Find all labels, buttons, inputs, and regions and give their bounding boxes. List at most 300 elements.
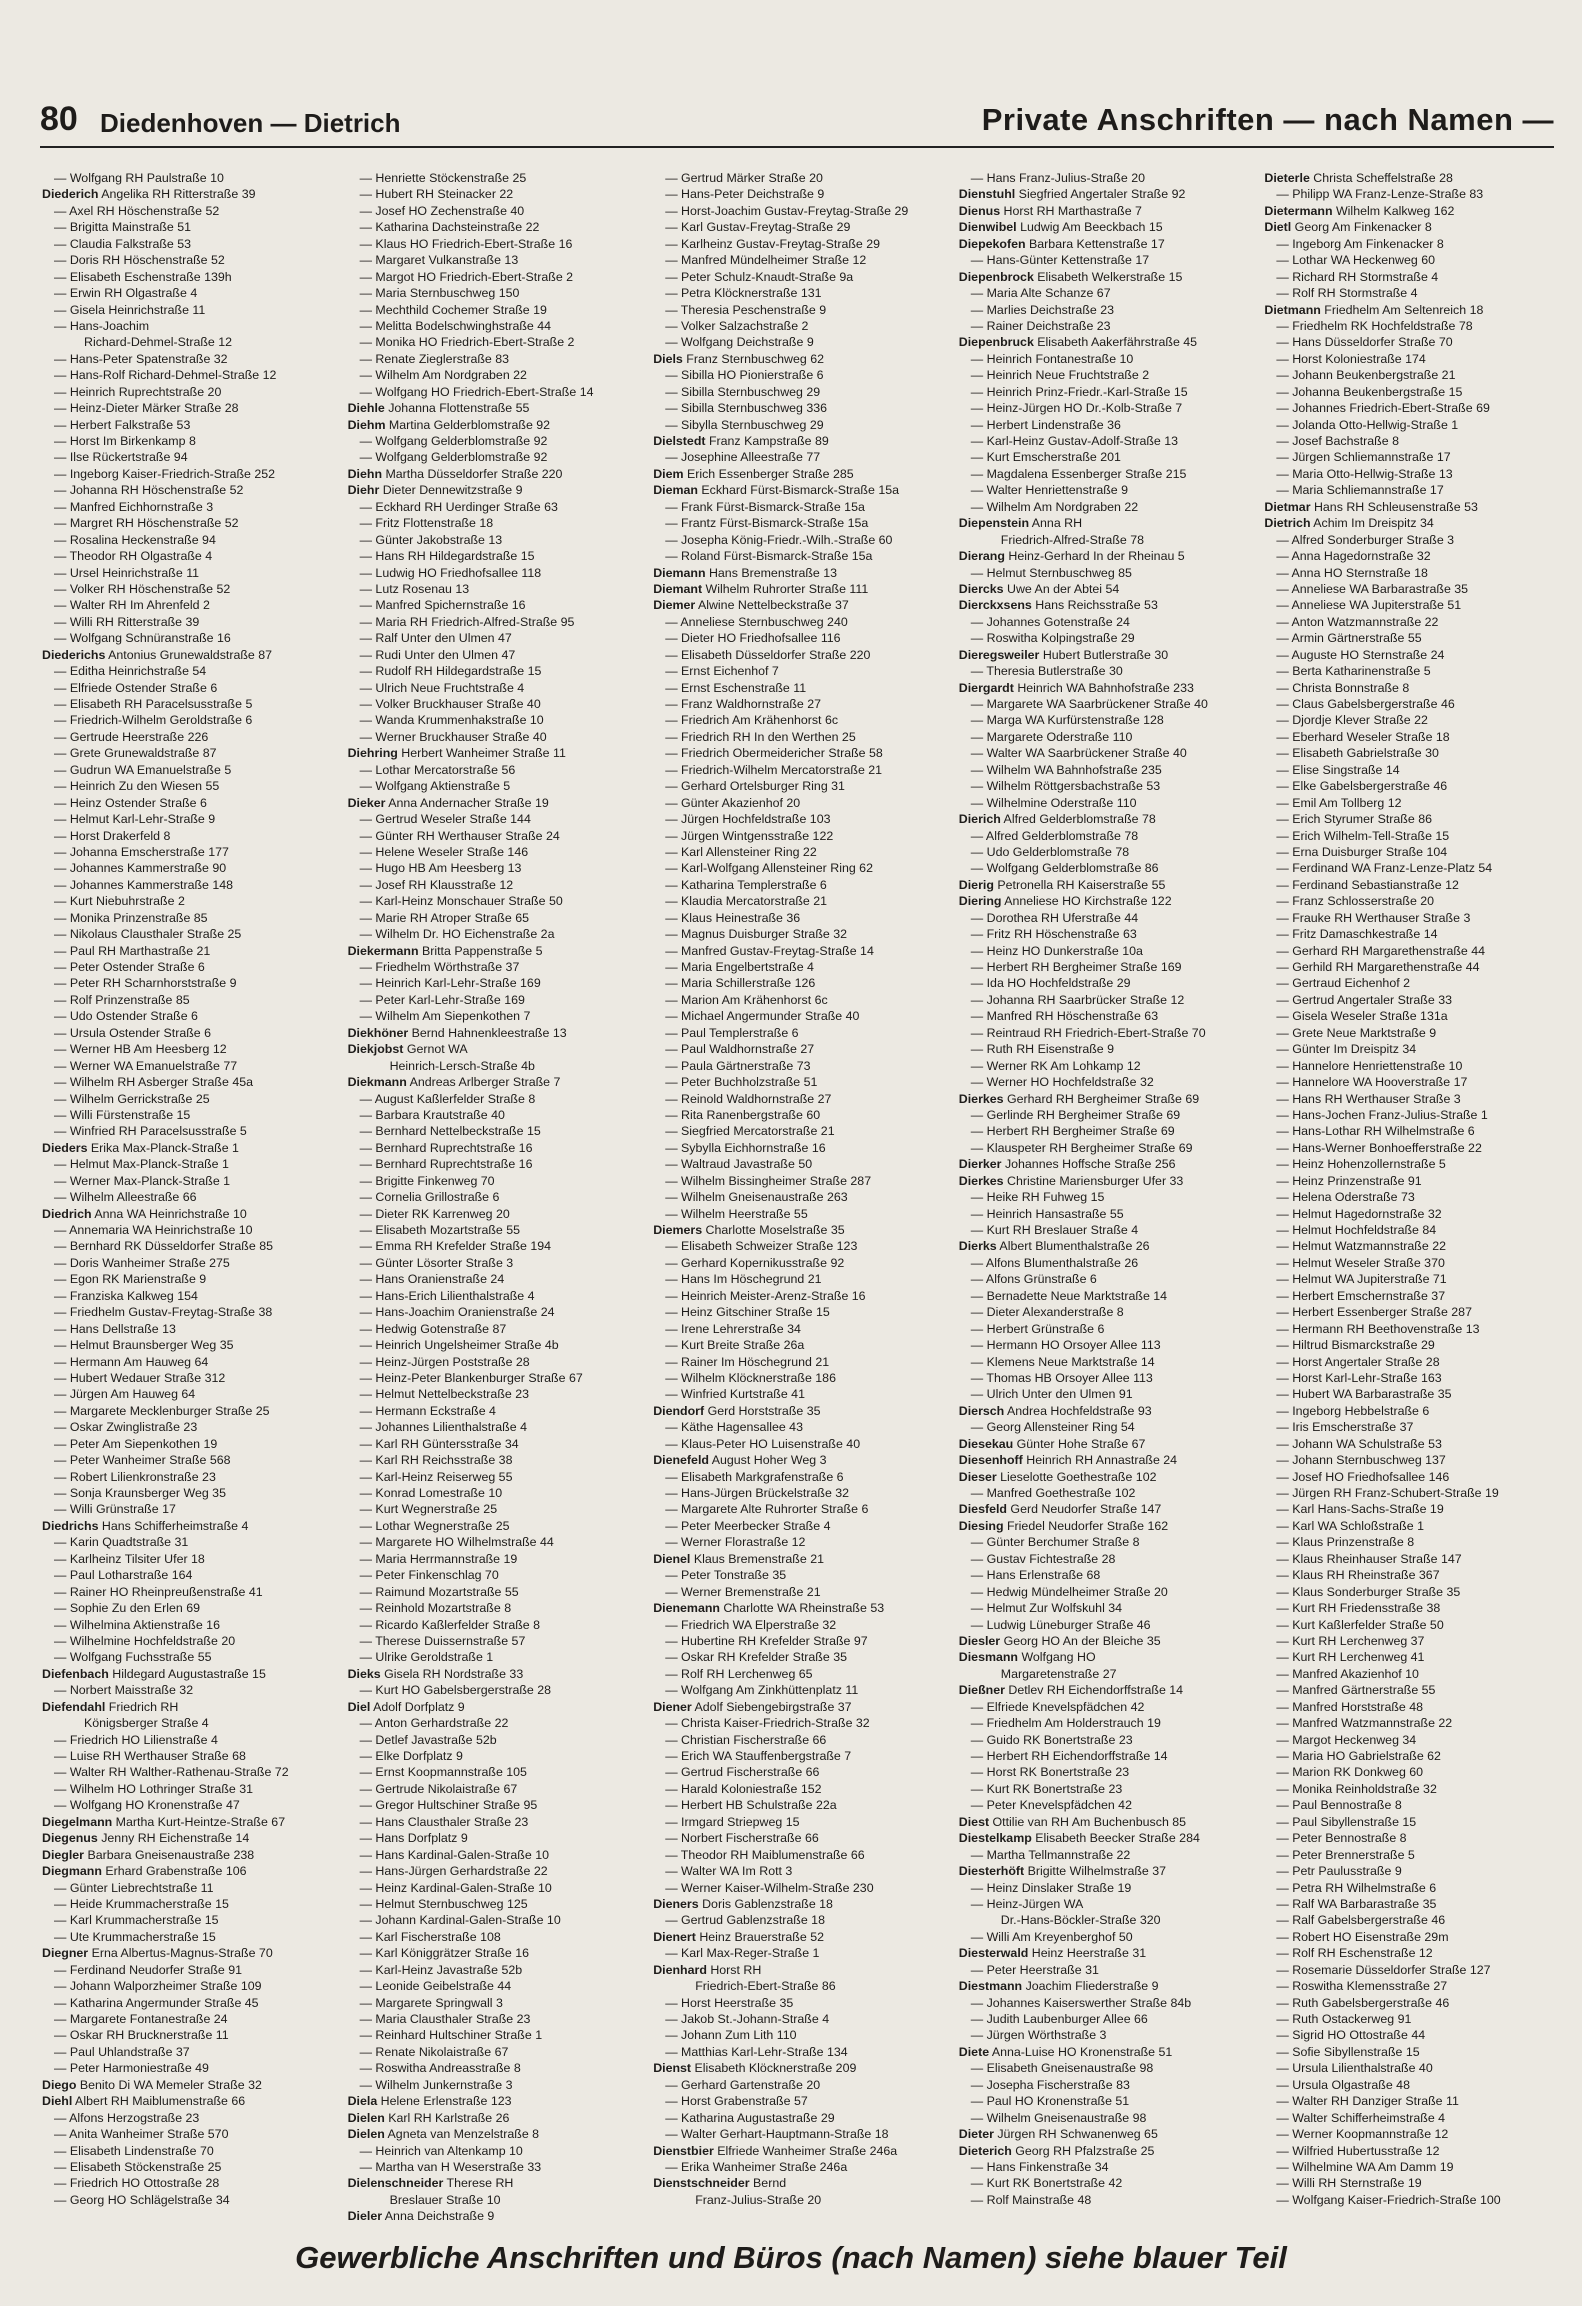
directory-entry: — Ursula Olgastraße 48 (1276, 2077, 1410, 2092)
directory-entry: Dieterle Christa Scheffelstraße 28 (1264, 171, 1453, 185)
directory-entry: — Waltraud Javastraße 50 (665, 1157, 813, 1172)
directory-entry: — Dieter HO Friedhofsallee 116 (665, 631, 841, 646)
directory-entry: — Ricardo Kaßlerfelder Straße 8 (359, 1617, 541, 1632)
directory-entry: Dr.-Hans-Böckler-Straße 320 (1000, 1913, 1161, 1928)
surname: Dienefeld (653, 1453, 709, 1468)
directory-entry: — Heinrich Karl-Lehr-Straße 169 (359, 976, 541, 991)
directory-entry: Diemant Wilhelm Ruhrorter Straße 111 (653, 581, 869, 596)
directory-entry: Diem Erich Essenberger Straße 285 (653, 466, 854, 481)
directory-entry: — Hans Dellstraße 13 (54, 1321, 176, 1336)
directory-entry: — Johanna Emscherstraße 177 (54, 844, 229, 859)
surname: Diegelmann (42, 1814, 113, 1829)
directory-entry: — Hans-Jürgen Gerhardstraße 22 (359, 1864, 548, 1879)
directory-entry: — Johanna Beukenbergstraße 15 (1276, 384, 1463, 399)
directory-entry: — Ursula Lilienthalstraße 40 (1276, 2061, 1433, 2076)
surname: Dierkes (958, 1091, 1004, 1106)
directory-entry: — Klaudia Mercatorstraße 21 (665, 894, 828, 909)
directory-entry: Diesterhöft Brigitte Wilhelmstraße 37 (958, 1864, 1167, 1879)
directory-entry: — Friedhelm Wörthstraße 37 (359, 960, 520, 974)
directory-entry: — Kurt HO Gabelsbergerstraße 28 (359, 1683, 552, 1698)
directory-entry: — Elisabeth Schweizer Straße 123 (665, 1239, 858, 1254)
directory-entry: Dienert Heinz Brauerstraße 52 (653, 1929, 824, 1944)
directory-entry: — Wanda Krummenhakstraße 10 (359, 713, 544, 728)
directory-entry: — Fritz Flottenstraße 18 (359, 516, 494, 531)
directory-entry: — Helene Weseler Straße 146 (359, 844, 529, 859)
directory-entry: — Hubertine RH Krefelder Straße 97 (665, 1633, 868, 1648)
directory-entry: — Lothar WA Heckenweg 60 (1276, 253, 1436, 268)
directory-entry: — Günter Akazienhof 20 (665, 795, 801, 810)
directory-entry: — Jakob St.-Johann-Straße 4 (665, 2012, 830, 2026)
directory-entry: — Hans-Rolf Richard-Dehmel-Straße 12 (54, 368, 277, 383)
directory-column-5 (1264, 170, 1562, 2207)
directory-entry: — Hans Kardinal-Galen-Straße 10 (359, 1847, 549, 1862)
directory-entry: — Peter Meerbecker Straße 4 (665, 1518, 831, 1533)
directory-entry: — Mechthild Cochemer Straße 19 (359, 302, 547, 317)
directory-entry: — Kurt Breite Straße 26a (665, 1338, 805, 1353)
directory-entry: — Maria Clausthaler Straße 23 (359, 2012, 531, 2026)
directory-entry: — Helmut Nettelbeckstraße 23 (359, 1387, 529, 1402)
directory-entry: Dieners Doris Gablenzstraße 18 (653, 1896, 833, 1911)
directory-column-3 (653, 170, 951, 2207)
directory-entry: Dienstschneider Bernd (653, 2176, 787, 2191)
surname: Dieners (653, 1896, 699, 1911)
directory-entry: — Udo Ostender Straße 6 (54, 1009, 198, 1024)
directory-entry: — Petra Klöcknerstraße 131 (665, 286, 822, 301)
directory-entry: — Karl RH Güntersstraße 34 (359, 1436, 519, 1451)
surname: Dienstuhl (958, 187, 1016, 202)
directory-entry: — Friedhelm Am Holderstrauch 19 (970, 1716, 1161, 1731)
directory-entry: — Monika Prinzenstraße 85 (54, 910, 208, 925)
directory-entry: Dienemann Charlotte WA Rheinstraße 53 (653, 1601, 885, 1616)
surname: Diering (958, 894, 1002, 909)
directory-entry: — Wolfgang Deichstraße 9 (665, 335, 814, 350)
directory-entry: Diesmann Wolfgang HO (958, 1650, 1096, 1665)
directory-entry: — Renate Zieglerstraße 83 (359, 351, 510, 366)
directory-entry: — Konrad Lomestraße 10 (359, 1486, 503, 1500)
directory-entry: — Hans-Jürgen Brückelstraße 32 (665, 1486, 850, 1500)
directory-entry: — Manfred Horststraße 48 (1276, 1699, 1424, 1714)
directory-entry: — Heinz-Jürgen Poststraße 28 (359, 1354, 530, 1369)
surname: Diehm (347, 417, 386, 432)
directory-entry: — Paul HO Kronenstraße 51 (970, 2094, 1130, 2109)
directory-entry: — Hedwig Mündelheimer Straße 20 (970, 1584, 1168, 1599)
directory-entry: — Volker Salzachstraße 2 (665, 318, 809, 333)
directory-entry: — Hermann Am Hauweg 64 (54, 1354, 209, 1369)
directory-entry: — Hans-Peter Spatenstraße 32 (54, 351, 228, 366)
surname: Diesekau (958, 1436, 1014, 1451)
name-range-title: Diedenhoven — Dietrich (100, 108, 401, 138)
directory-entry: — Gerhard Ortelsburger Ring 31 (665, 779, 845, 794)
directory-entry: Dietrich Achim Im Dreispitz 34 (1264, 516, 1434, 531)
directory-entry: — Wilhelm RH Asberger Straße 45a (54, 1075, 254, 1090)
directory-entry: — Erika Wanheimer Straße 246a (665, 2159, 848, 2174)
directory-entry: — Horst Koloniestraße 174 (1276, 351, 1426, 366)
directory-entry: Diel Adolf Dorfplatz 9 (347, 1699, 465, 1714)
directory-entry: — Herbert HB Schulstraße 22a (665, 1798, 837, 1813)
directory-entry: — Doris RH Höschenstraße 52 (54, 253, 225, 268)
directory-entry: — Ursel Heinrichstraße 11 (54, 565, 200, 580)
directory-entry: — Sigrid HO Ottostraße 44 (1276, 2028, 1426, 2043)
directory-entry: — Reinold Waldhornstraße 27 (665, 1091, 832, 1106)
directory-entry: — Horst RK Bonertstraße 23 (970, 1765, 1130, 1780)
directory-entry: — Werner Bruckhauser Straße 40 (359, 729, 547, 744)
directory-entry: — Gisela Weseler Straße 131a (1276, 1009, 1448, 1024)
directory-entry: — Bernhard Ruprechtstraße 16 (359, 1140, 533, 1155)
directory-entry: — Karl-Heinz Monschauer Straße 50 (359, 894, 563, 909)
directory-entry: — Karl Hans-Sachs-Straße 19 (1276, 1502, 1444, 1517)
directory-entry: Dienstbier Elfriede Wanheimer Straße 246a (653, 2143, 898, 2158)
directory-entry: — Elisabeth Stöckenstraße 25 (54, 2159, 222, 2174)
directory-entry: Dierich Alfred Gelderblomstraße 78 (958, 812, 1156, 827)
surname: Diergardt (958, 680, 1014, 695)
directory-entry: — Manfred Gustav-Freytag-Straße 14 (665, 943, 874, 958)
directory-entry: — Marion Am Krähenhorst 6c (665, 992, 828, 1007)
directory-entry: — Walter Schifferheimstraße 4 (1276, 2110, 1446, 2125)
surname: Diete (958, 2044, 990, 2059)
directory-entry: — Petra RH Wilhelmstraße 6 (1276, 1880, 1437, 1895)
directory-entry: — Heinz HO Dunkerstraße 10a (970, 943, 1143, 958)
directory-entry: — Ralf WA Barbarastraße 35 (1276, 1896, 1437, 1911)
directory-entry: — Herbert RH Bergheimer Straße 69 (970, 1124, 1175, 1139)
directory-entry: — Claus Gabelsbergerstraße 46 (1276, 697, 1455, 711)
surname: Diesenhoff (958, 1453, 1023, 1468)
surname: Diefendahl (42, 1699, 106, 1714)
directory-entry: — Werner HB Am Heesberg 12 (54, 1042, 227, 1057)
directory-entry: — Richard RH Stormstraße 4 (1276, 269, 1439, 284)
directory-entry: — Heinz-Peter Blankenburger Straße 67 (359, 1370, 583, 1385)
directory-entry: — Luise RH Werthauser Straße 68 (54, 1749, 246, 1763)
directory-entry: — Katharina Templerstraße 6 (665, 877, 827, 892)
directory-entry: Diepenbruck Elisabeth Aakerfährstraße 45 (958, 335, 1198, 350)
directory-entry: — Georg Allensteiner Ring 54 (970, 1420, 1135, 1435)
directory-entry: — Sonja Kraunsberger Weg 35 (54, 1486, 226, 1500)
directory-entry: Diefendahl Friedrich RH (42, 1699, 179, 1714)
directory-entry: Dielenschneider Therese RH (347, 2176, 514, 2191)
surname: Diener (653, 1699, 692, 1714)
directory-entry: — Kurt RH Friedensstraße 38 (1276, 1601, 1441, 1616)
directory-entry: — Elisabeth Lindenstraße 70 (54, 2143, 214, 2158)
directory-entry: — Maria Schillerstraße 126 (665, 976, 816, 991)
directory-entry: Diesfeld Gerd Neudorfer Straße 147 (958, 1502, 1162, 1517)
directory-entry: — Maria Otto-Hellwig-Straße 13 (1276, 466, 1453, 481)
directory-entry: — Karlheinz Tilsiter Ufer 18 (54, 1551, 205, 1566)
surname: Diedrichs (42, 1518, 99, 1533)
directory-entry: — Ilse Rückertstraße 94 (54, 450, 188, 465)
directory-entry: — Kurt RK Bonertstraße 23 (970, 1781, 1123, 1796)
directory-entry: — Helmut Karl-Lehr-Straße 9 (54, 812, 216, 827)
directory-entry: — Wilfried Hubertusstraße 12 (1276, 2143, 1440, 2158)
directory-entry: — Hans RH Werthauser Straße 3 (1276, 1091, 1461, 1106)
surname: Dieser (958, 1469, 997, 1484)
directory-entry: — Reintraud RH Friedrich-Ebert-Straße 70 (970, 1025, 1206, 1040)
directory-entry: — Georg HO Schlägelstraße 34 (54, 2192, 230, 2207)
directory-entry: — Harald Koloniestraße 152 (665, 1781, 822, 1796)
directory-entry: — Wolfgang RH Paulstraße 10 (54, 171, 224, 185)
directory-entry: — Erich WA Stauffenbergstraße 7 (665, 1749, 852, 1763)
directory-entry: — Wilhelm Gneisenaustraße 263 (665, 1190, 848, 1205)
directory-entry: — Peter Schulz-Knaudt-Straße 9a (665, 269, 854, 284)
directory-entry: — Heinrich van Altenkamp 10 (359, 2143, 523, 2158)
directory-entry: — Peter Harmoniestraße 49 (54, 2061, 209, 2076)
directory-entry: Diegelmann Martha Kurt-Heintze-Straße 67 (42, 1814, 286, 1829)
directory-entry: — Willi RH Sternstraße 19 (1276, 2176, 1422, 2191)
surname: Dienwibel (958, 220, 1017, 235)
surname: Diederich (42, 187, 99, 202)
directory-entry: — Gertrud Märker Straße 20 (665, 171, 823, 185)
directory-entry: Diegner Erna Albertus-Magnus-Straße 70 (42, 1946, 273, 1961)
directory-entry: — Wolfgang HO Kronenstraße 47 (54, 1798, 240, 1813)
directory-entry: — Ingeborg Kaiser-Friedrich-Straße 252 (54, 466, 276, 481)
directory-entry: — Heinrich Meister-Arenz-Straße 16 (665, 1288, 866, 1303)
directory-entry: Diels Franz Sternbuschweg 62 (653, 351, 825, 366)
directory-entry: — Wilhelm Gneisenaustraße 98 (970, 2110, 1147, 2125)
directory-entry: Diesler Georg HO An der Bleiche 35 (958, 1633, 1161, 1648)
directory-entry: — Ulrike Geroldstraße 1 (359, 1650, 494, 1665)
directory-entry: Diehle Johanna Flottenstraße 55 (347, 401, 530, 416)
surname: Dierig (958, 877, 994, 892)
directory-entry: — Hubert Wedauer Straße 312 (54, 1370, 226, 1385)
directory-entry: Dieman Eckhard Fürst-Bismarck-Straße 15a (653, 483, 900, 498)
directory-entry: — Anna Hagedornstraße 32 (1276, 549, 1431, 564)
directory-entry: — Raimund Mozartstraße 55 (359, 1584, 519, 1599)
directory-entry: — Jürgen Hochfeldstraße 103 (665, 812, 831, 827)
directory-entry: — Emil Am Tollberg 12 (1276, 795, 1402, 810)
directory-entry: — Sibilla Sternbuschweg 336 (665, 401, 828, 416)
directory-entry: — Helmut Sternbuschweg 125 (359, 1896, 528, 1911)
directory-entry: — Anton Watzmannstraße 22 (1276, 614, 1439, 629)
directory-entry: — Ulrich Neue Fruchtstraße 4 (359, 680, 525, 695)
directory-entry: — Christa Bonnstraße 8 (1276, 680, 1410, 695)
directory-entry: — Helmut Hochfeldstraße 84 (1276, 1223, 1437, 1237)
directory-entry: — Walter RH Danziger Straße 11 (1276, 2094, 1459, 2109)
directory-entry: — Wilhelm Junkernstraße 3 (359, 2077, 513, 2092)
directory-entry: Dieker Anna Andernacher Straße 19 (347, 795, 549, 810)
directory-entry: — Sophie Zu den Erlen 69 (54, 1601, 201, 1616)
directory-entry: — Herbert Emschernstraße 37 (1276, 1288, 1446, 1303)
directory-column-2 (347, 170, 646, 2224)
directory-entry: — Johannes Friedrich-Ebert-Straße 69 (1276, 401, 1490, 416)
surname: Dietmar (1264, 499, 1311, 514)
directory-entry: — Paul Templerstraße 6 (665, 1025, 799, 1040)
directory-entry: Breslauer Straße 10 (389, 2192, 501, 2207)
directory-entry: — Cornelia Grillostraße 6 (359, 1190, 500, 1205)
directory-entry: — Theresia Butlerstraße 30 (970, 664, 1123, 679)
directory-entry: — Grete Neue Marktstraße 9 (1276, 1025, 1437, 1040)
directory-entry: — Manfred Gärtnerstraße 55 (1276, 1683, 1436, 1698)
surname: Diehl (42, 2094, 73, 2109)
directory-entry: Diegler Barbara Gneisenaustraße 238 (42, 1847, 255, 1862)
directory-entry: — Josepha König-Friedr.-Wilh.-Straße 60 (665, 532, 893, 547)
surname: Diestelkamp (958, 1831, 1032, 1846)
surname: Diefenbach (42, 1666, 109, 1681)
directory-entry: — Helmut Braunsberger Weg 35 (54, 1338, 234, 1353)
directory-entry: — Fritz RH Höschenstraße 63 (970, 927, 1137, 942)
directory-entry: — Franz Schlosserstraße 20 (1276, 894, 1435, 909)
directory-entry: Diemer Alwine Nettelbeckstraße 37 (653, 598, 849, 613)
directory-entry: — Karl Fischerstraße 108 (359, 1929, 501, 1944)
directory-entry: Dierckxsens Hans Reichsstraße 53 (958, 598, 1158, 613)
directory-entry: — Petr Paulusstraße 9 (1276, 1864, 1402, 1879)
directory-entry: Diegenus Jenny RH Eichenstraße 14 (42, 1831, 250, 1846)
directory-entry: — Johannes Kammerstraße 148 (54, 877, 234, 892)
directory-entry: — Jürgen Wintgensstraße 122 (665, 828, 834, 843)
directory-entry: — Heide Krummacherstraße 15 (54, 1896, 229, 1911)
directory-entry: — Rosalina Heckenstraße 94 (54, 532, 216, 547)
directory-entry: — Werner Bremenstraße 21 (665, 1584, 821, 1599)
directory-entry: — Johann Sternbuschweg 137 (1276, 1453, 1446, 1468)
directory-entry: — Margaret Vulkanstraße 13 (359, 253, 519, 268)
surname: Dieler (347, 2209, 383, 2224)
surname: Dierich (958, 812, 1001, 827)
directory-entry: — Peter Am Siepenkothen 19 (54, 1436, 218, 1451)
directory-entry: — Barbara Krautstraße 40 (359, 1107, 505, 1122)
directory-entry: — Wilhelm Alleestraße 66 (54, 1190, 197, 1205)
directory-entry: — Sybylla Eichhornstraße 16 (665, 1140, 826, 1155)
directory-entry: — Rolf RH Eschenstraße 12 (1276, 1946, 1433, 1961)
directory-entry: — Johann Zum Lith 110 (665, 2028, 797, 2043)
surname: Diehr (347, 483, 380, 498)
directory-entry: — Helmut Zur Wolfskuhl 34 (970, 1601, 1123, 1616)
directory-entry: — Wilhelm Am Nordgraben 22 (359, 368, 527, 383)
directory-entry: — Horst Heerstraße 35 (665, 1995, 794, 2010)
directory-entry: Diemann Hans Bremenstraße 13 (653, 565, 838, 580)
directory-entry: — Hans Im Höschegrund 21 (665, 1272, 822, 1287)
directory-entry: — Josef RH Klausstraße 12 (359, 877, 514, 892)
directory-entry: — Maria RH Friedrich-Alfred-Straße 95 (359, 614, 575, 629)
directory-entry: Diefenbach Hildegard Augustastraße 15 (42, 1666, 266, 1681)
directory-entry: — Ferdinand Sebastianstraße 12 (1276, 877, 1459, 892)
directory-entry: — Theresia Peschenstraße 9 (665, 302, 827, 317)
directory-entry: — Eberhard Weseler Straße 18 (1276, 729, 1450, 744)
directory-entry: — Ruth RH Eisenstraße 9 (970, 1042, 1115, 1057)
directory-entry: — Volker Bruckhauser Straße 40 (359, 697, 541, 711)
directory-entry: — Hans-Werner Bonhoefferstraße 22 (1276, 1140, 1482, 1155)
directory-entry: — Anita Wanheimer Straße 570 (54, 2127, 229, 2142)
directory-columns (42, 170, 1562, 2224)
directory-entry: — Ernst Koopmannstraße 105 (359, 1765, 527, 1780)
directory-entry: — Matthias Karl-Lehr-Straße 134 (665, 2044, 848, 2059)
directory-entry: — Norbert Fischerstraße 66 (665, 1831, 819, 1846)
directory-entry: — Magdalena Essenberger Straße 215 (970, 466, 1187, 481)
directory-entry: — Herbert RH Eichendorffstraße 14 (970, 1749, 1168, 1763)
directory-entry: — Sofie Sibyllenstraße 15 (1276, 2044, 1420, 2059)
directory-entry: Dienus Horst RH Marthastraße 7 (958, 203, 1142, 218)
directory-entry: — Heinz Kardinal-Galen-Straße 10 (359, 1880, 552, 1895)
surname: Diemann (653, 565, 706, 580)
directory-entry: — Wilhelmine Oderstraße 110 (970, 795, 1137, 810)
directory-entry: — Johannes Kammerstraße 90 (54, 861, 227, 876)
directory-entry: Diestelkamp Elisabeth Beecker Straße 284 (958, 1831, 1200, 1846)
directory-entry: Diergardt Heinrich WA Bahnhofstraße 233 (958, 680, 1194, 695)
directory-entry: — Iris Emscherstraße 37 (1276, 1420, 1414, 1435)
surname: Diegler (42, 1847, 85, 1862)
directory-entry: Diederich Angelika RH Ritterstraße 39 (42, 187, 256, 202)
directory-entry: — Erwin RH Olgastraße 4 (54, 286, 198, 301)
directory-entry: — Elisabeth Eschenstraße 139h (54, 269, 232, 284)
directory-entry: — Karl Gustav-Freytag-Straße 29 (665, 220, 851, 235)
directory-entry: Diela Helene Erlenstraße 123 (347, 2094, 512, 2109)
directory-entry: — Elisabeth RH Paracelsusstraße 5 (54, 697, 253, 711)
directory-entry: — Erich Styrumer Straße 86 (1276, 812, 1432, 827)
directory-entry: — Heinrich Zu den Wiesen 55 (54, 779, 220, 794)
directory-entry: — Siegfried Mercatorstraße 21 (665, 1124, 835, 1139)
surname: Diesterwald (958, 1946, 1029, 1961)
directory-entry: — Elke Dorfplatz 9 (359, 1749, 463, 1763)
directory-entry: Friedrich-Ebert-Straße 86 (695, 1979, 836, 1994)
directory-entry: — Peter Ostender Straße 6 (54, 960, 205, 974)
directory-entry: Dienel Klaus Bremenstraße 21 (653, 1551, 824, 1566)
directory-entry: — Maria Herrmannstraße 19 (359, 1551, 518, 1566)
surname: Diela (347, 2094, 378, 2109)
directory-entry: — Wolfgang HO Friedrich-Ebert-Straße 14 (359, 384, 594, 399)
directory-entry: — Rudi Unter den Ulmen 47 (359, 647, 516, 662)
directory-entry: Diekhöner Bernd Hahnenkleestraße 13 (347, 1025, 567, 1040)
surname: Diehle (347, 401, 385, 416)
directory-entry: — Paul Sibyllenstraße 15 (1276, 1814, 1417, 1829)
directory-entry: Dieterich Georg RH Pfalzstraße 25 (958, 2143, 1155, 2158)
directory-entry: — Paula Gärtnerstraße 73 (665, 1058, 811, 1073)
directory-entry: — Manfred Eichhornstraße 3 (54, 499, 214, 514)
directory-entry: — Claudia Falkstraße 53 (54, 236, 192, 251)
section-title: Private Anschriften — nach Namen — (981, 102, 1554, 137)
directory-entry: — Herbert Essenberger Straße 287 (1276, 1305, 1472, 1320)
directory-entry: Diener Adolf Siebengebirgstraße 37 (653, 1699, 852, 1714)
directory-entry: Dierker Johannes Hoffsche Straße 256 (958, 1157, 1176, 1172)
surname: Diekermann (347, 943, 419, 958)
directory-entry: — Paul Waldhornstraße 27 (665, 1042, 815, 1057)
directory-entry: — Gertrud Fischerstraße 66 (665, 1765, 820, 1780)
directory-entry: — Anneliese WA Barbarastraße 35 (1276, 581, 1469, 596)
directory-entry: — Martha Tellmannstraße 22 (970, 1847, 1131, 1862)
directory-entry: — Wilhelm Bissingheimer Straße 287 (665, 1173, 872, 1188)
surname: Dierckxsens (958, 598, 1032, 613)
directory-entry: — Irmgard Striepweg 15 (665, 1814, 800, 1829)
directory-entry: — Franziska Kalkweg 154 (54, 1288, 198, 1303)
directory-entry: — Willi Fürstenstraße 15 (54, 1107, 191, 1122)
directory-entry: — Franz Waldhornstraße 27 (665, 697, 822, 711)
directory-entry: — Reinhold Mozartstraße 8 (359, 1601, 512, 1616)
directory-entry: Diedrich Anna WA Heinrichstraße 10 (42, 1206, 247, 1221)
surname: Diepenbrock (958, 269, 1034, 284)
directory-entry: — Paul Uhlandstraße 37 (54, 2044, 190, 2059)
directory-entry: — Doris Wanheimer Straße 275 (54, 1255, 230, 1270)
directory-entry: — Alfred Sonderburger Straße 3 (1276, 532, 1455, 547)
directory-entry: Diestmann Joachim Fliederstraße 9 (958, 1979, 1159, 1994)
directory-entry: Diegmann Erhard Grabenstraße 106 (42, 1864, 247, 1879)
directory-entry: — Philipp WA Franz-Lenze-Straße 83 (1276, 187, 1484, 202)
directory-entry: Dierkes Christine Mariensburger Ufer 33 (958, 1173, 1184, 1188)
directory-entry: — Walter RH Im Ahrenfeld 2 (54, 598, 210, 613)
directory-entry: — Elisabeth Gneisenaustraße 98 (970, 2061, 1154, 2076)
directory-entry: — Werner Koopmannstraße 12 (1276, 2127, 1449, 2142)
directory-entry: — Wilhelm Heerstraße 55 (665, 1206, 808, 1221)
directory-entry: — Emma RH Krefelder Straße 194 (359, 1239, 552, 1254)
directory-entry: — Ralf Unter den Ulmen 47 (359, 631, 512, 646)
directory-entry: — Rita Ranenbergstraße 60 (665, 1107, 821, 1122)
surname: Diel (347, 1699, 371, 1714)
directory-entry: — Kurt Niebuhrstraße 2 (54, 894, 185, 909)
directory-entry: — Henriette Stöckenstraße 25 (359, 171, 527, 185)
directory-entry: — Hermann HO Orsoyer Allee 113 (970, 1338, 1161, 1353)
directory-entry: — Jolanda Otto-Hellwig-Straße 1 (1276, 417, 1459, 432)
directory-entry: Diego Benito Di WA Memeler Straße 32 (42, 2077, 262, 2092)
surname: Diemer (653, 598, 696, 613)
directory-entry: Diepenbrock Elisabeth Welkerstraße 15 (958, 269, 1183, 284)
directory-entry: Dienwibel Ludwig Am Beeckbach 15 (958, 220, 1163, 235)
surname: Dienstbier (653, 2143, 714, 2158)
directory-entry: — Elfriede Ostender Straße 6 (54, 680, 218, 695)
directory-entry: — Werner Max-Planck-Straße 1 (54, 1173, 231, 1188)
